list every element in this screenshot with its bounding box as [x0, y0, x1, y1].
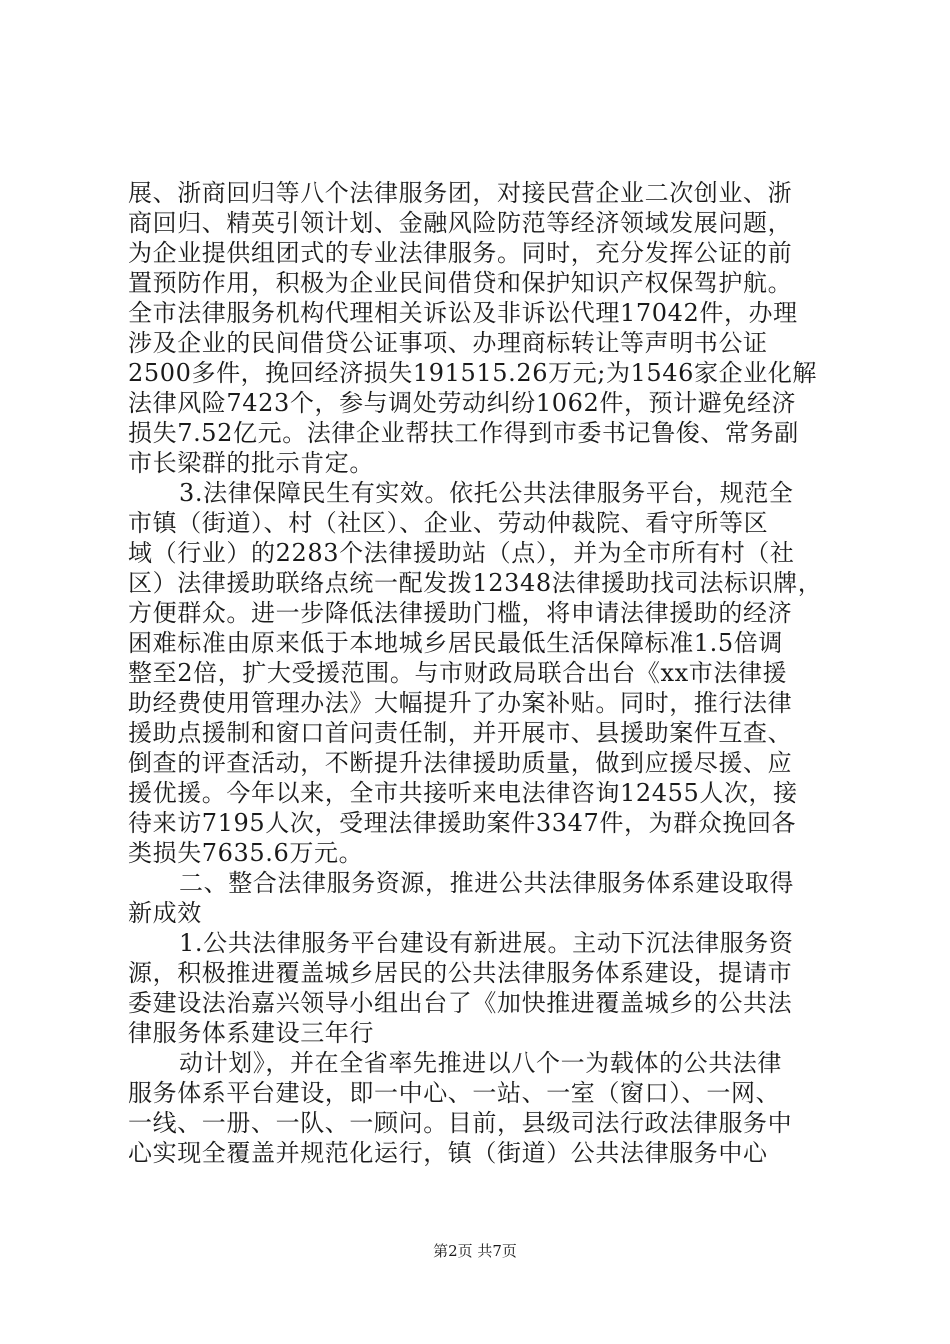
- text-line: 动计划》，并在全省率先推进以八个一为载体的公共法律: [179, 1049, 782, 1077]
- text-line: 1.公共法律服务平台建设有新进展。主动下沉法律服务资: [179, 929, 794, 957]
- text-line: 域（行业）的2283个法律援助站（点），并为全市所有村（社: [128, 539, 795, 567]
- text-line: 市长梁群的批示肯定。: [128, 449, 374, 477]
- text-line: 源，积极推进覆盖城乡居民的公共法律服务体系建设，提请市: [128, 959, 793, 987]
- text-line: 整至2倍，扩大受援范围。与市财政局联合出台《xx市法律援: [128, 659, 788, 687]
- text-line: 新成效: [128, 899, 202, 927]
- text-line: 二、整合法律服务资源，推进公共法律服务体系建设取得: [179, 869, 794, 897]
- text-line: 区）法律援助联络点统一配发拨12348法律援助找司法标识牌，: [128, 569, 823, 597]
- text-line: 援助点援制和窗口首问责任制，并开展市、县援助案件互查、: [128, 719, 793, 747]
- text-line: 倒查的评查活动，不断提升法律援助质量，做到应援尽援、应: [128, 749, 793, 777]
- text-line: 涉及企业的民间借贷公证事项、办理商标转让等声明书公证: [128, 329, 768, 357]
- text-line: 置预防作用，积极为企业民间借贷和保护知识产权保驾护航。: [128, 269, 793, 297]
- text-line: 律服务体系建设三年行: [128, 1019, 374, 1047]
- text-line: 展、浙商回归等八个法律服务团，对接民营企业二次创业、浙: [128, 179, 793, 207]
- text-line: 3.法律保障民生有实效。依托公共法律服务平台，规范全: [179, 479, 794, 507]
- text-line: 方便群众。进一步降低法律援助门槛，将申请法律援助的经济: [128, 599, 793, 627]
- text-line: 法律风险7423个，参与调处劳动纠纷1062件，预计避免经济: [128, 389, 797, 417]
- text-line: 助经费使用管理办法》大幅提升了办案补贴。同时，推行法律: [128, 689, 793, 717]
- text-line: 商回归、精英引领计划、金融风险防范等经济领域发展问题，: [128, 209, 793, 237]
- text-line: 服务体系平台建设，即一中心、一站、一室（窗口）、一网、: [128, 1079, 781, 1107]
- text-line: 市镇（街道）、村（社区）、企业、劳动仲裁院、看守所等区: [128, 509, 769, 537]
- text-line: 损失7.52亿元。法律企业帮扶工作得到市委书记鲁俊、常务副: [128, 419, 799, 447]
- text-line: 类损失7635.6万元。: [128, 839, 364, 867]
- text-line: 一线、一册、一队、一顾问。目前，县级司法行政法律服务中: [128, 1109, 793, 1137]
- document-body: [128, 178, 840, 1168]
- text-line: 待来访7195人次，受理法律援助案件3347件，为群众挽回各: [128, 809, 797, 837]
- text-line: 委建设法治嘉兴领导小组出台了《加快推进覆盖城乡的公共法: [128, 989, 793, 1017]
- text-line: 心实现全覆盖并规范化运行，镇（街道）公共法律服务中心: [128, 1139, 768, 1167]
- text-line: 援优援。今年以来，全市共接听来电法律咨询12455人次，接: [128, 779, 798, 807]
- page-footer: 第2页 共7页: [433, 1242, 517, 1260]
- text-line: 全市法律服务机构代理相关诉讼及非诉讼代理17042件，办理: [128, 299, 798, 327]
- text-line: 为企业提供组团式的专业法律服务。同时，充分发挥公证的前: [128, 239, 793, 267]
- text-line: 2500多件，挽回经济损失191515.26万元;为1546家企业化解: [128, 359, 818, 387]
- text-line: 困难标准由原来低于本地城乡居民最低生活保障标准1.5倍调: [128, 629, 783, 657]
